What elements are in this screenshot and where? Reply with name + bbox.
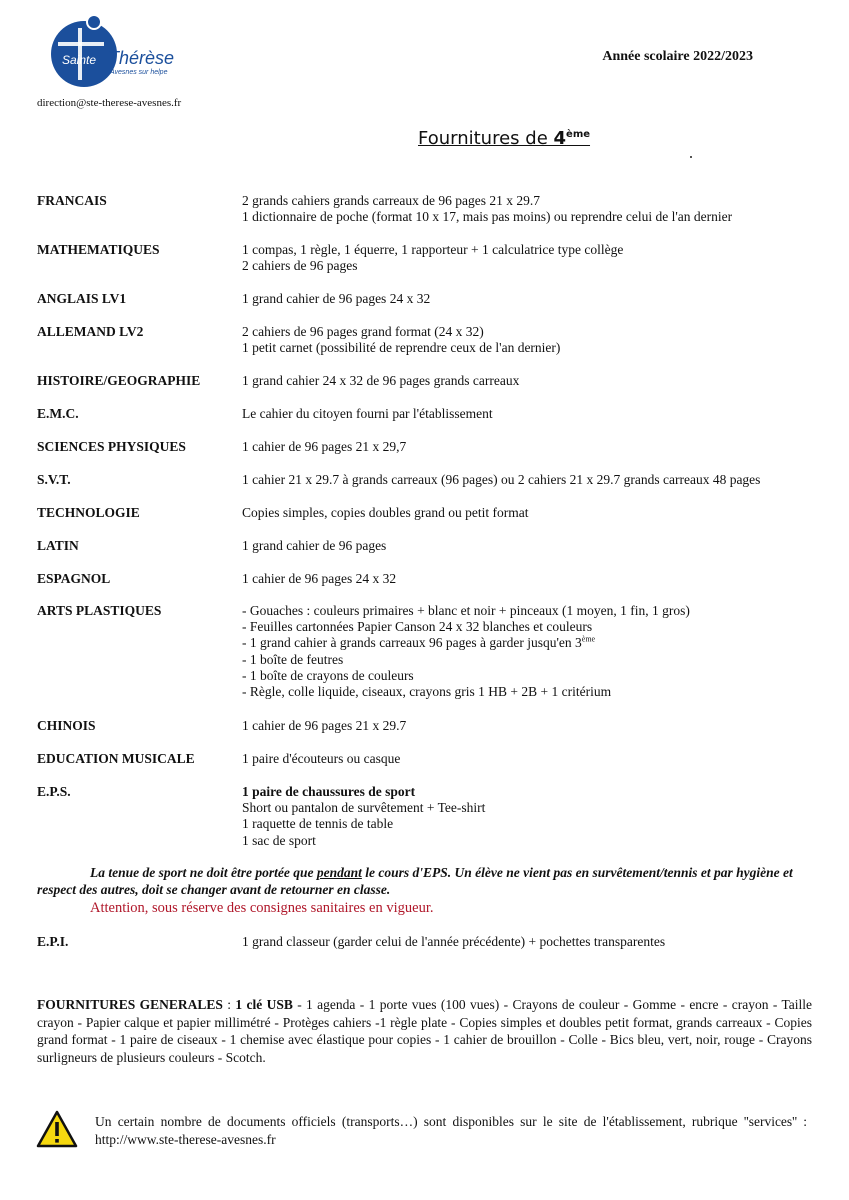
general-supplies: FOURNITURES GENERALES : 1 clé USB - 1 agenda - 1 porte vues (100 vues) - Crayons de couleur - Gomme - encre - crayon - Taille crayon - Papier calque et papier millimétré - Protèges cahiers -1 règle plate - Copies simples et doubles petit format, grands carreaux - Copies grand format - 1 paire de ciseaux - 1 chemise avec élastique pour copies - 1 cahier de brouillon - Colle - Bics bleu, vert, noir, rouge - Crayons surligneurs de plusieurs couleurs - Scotch. xyxy=(37,997,812,1065)
items-histoire-geographie: 1 grand cahier 24 x 32 de 96 pages grands carreaux xyxy=(242,373,520,388)
items-mathematiques: 1 compas, 1 règle, 1 équerre, 1 rapporteur + 1 calculatrice type collège 2 cahiers de 96 pages xyxy=(242,242,624,274)
school-logo xyxy=(40,14,190,94)
svg-text:Sainte: Sainte xyxy=(62,53,97,67)
subject-sciences-physiques: SCIENCES PHYSIQUES xyxy=(37,439,186,454)
warning-icon xyxy=(36,1110,78,1148)
subject-svt: S.V.T. xyxy=(37,472,71,487)
items-francais: 2 grands cahiers grands carreaux de 96 pages 21 x 29.7 1 dictionnaire de poche (format 10 x 17, mais pas moins) ou reprendre celui de l'an dernier xyxy=(242,193,733,225)
subject-francais: FRANCAIS xyxy=(37,193,107,208)
items-allemand: 2 cahiers de 96 pages grand format (24 x 32) 1 petit carnet (possibilité de reprendre ceux de l'an dernier) xyxy=(242,324,561,356)
subject-technologie: TECHNOLOGIE xyxy=(37,505,140,520)
subject-allemand: ALLEMAND LV2 xyxy=(37,324,144,339)
subject-epi: E.P.I. xyxy=(37,934,69,949)
subject-histoire-geographie: HISTOIRE/GEOGRAPHIE xyxy=(37,373,201,388)
subject-mathematiques: MATHEMATIQUES xyxy=(37,242,160,257)
subject-arts-plastiques: ARTS PLASTIQUES xyxy=(37,603,162,618)
page-title: Fournitures de 4ème xyxy=(418,128,591,149)
sport-dress-note: La tenue de sport ne doit être portée que pendant le cours d'EPS. Un élève ne vient pas en survêtement/tennis et par hygiène et respect des autres, doit se changer avant de retourner en classe. xyxy=(37,865,793,897)
subject-latin: LATIN xyxy=(37,538,79,553)
attention-note: Attention, sous réserve des consignes sanitaires en vigueur. xyxy=(90,900,434,916)
school-year: Année scolaire 2022/2023 xyxy=(602,49,753,64)
items-emc: Le cahier du citoyen fourni par l'établissement xyxy=(242,406,493,421)
subject-emc: E.M.C. xyxy=(37,406,79,421)
speck xyxy=(690,156,692,158)
items-education-musicale: 1 paire d'écouteurs ou casque xyxy=(242,751,401,766)
items-espagnol: 1 cahier de 96 pages 24 x 32 xyxy=(242,571,397,586)
subject-anglais: ANGLAIS LV1 xyxy=(37,291,127,306)
items-svt: 1 cahier 21 x 29.7 à grands carreaux (96 pages) ou 2 cahiers 21 x 29.7 grands carreaux 48 pages xyxy=(242,472,761,487)
items-chinois: 1 cahier de 96 pages 21 x 29.7 xyxy=(242,718,407,733)
items-eps: 1 paire de chaussures de sport Short ou pantalon de survêtement + Tee-shirt 1 raquette de tennis de table 1 sac de sport xyxy=(242,784,486,848)
items-epi: 1 grand classeur (garder celui de l'année précédente) + pochettes transparentes xyxy=(242,934,666,949)
items-anglais: 1 grand cahier de 96 pages 24 x 32 xyxy=(242,291,431,306)
subject-education-musicale: EDUCATION MUSICALE xyxy=(37,751,195,766)
items-technologie: Copies simples, copies doubles grand ou petit format xyxy=(242,505,529,520)
footer-notice: Un certain nombre de documents officiels (transports…) sont disponibles sur le site de l'établissement, rubrique ''services'' : http://www.ste-therese-avesnes.fr xyxy=(95,1114,807,1147)
svg-text:Avesnes sur helpe: Avesnes sur helpe xyxy=(110,69,168,76)
svg-text:Thérèse: Thérèse xyxy=(108,48,175,68)
subject-espagnol: ESPAGNOL xyxy=(37,571,111,586)
items-arts-plastiques: - Gouaches : couleurs primaires + blanc et noir + pinceaux (1 moyen, 1 fin, 1 gros) - Feuilles cartonnées Papier Canson 24 x 32 blanches et couleurs - 1 grand cahier à grands carreaux 96 pages à garder jusqu'en 3ème - 1 boîte de feutres - 1 boîte de crayons de couleurs - Règle, colle liquide, ciseaux, crayons gris 1 HB + 2B + 1 critérium xyxy=(242,603,690,700)
subject-eps: E.P.S. xyxy=(37,784,71,799)
items-sciences-physiques: 1 cahier de 96 pages 21 x 29,7 xyxy=(242,439,407,454)
subject-chinois: CHINOIS xyxy=(37,718,96,733)
contact-email[interactable]: direction@ste-therese-avesnes.fr xyxy=(37,97,182,109)
items-latin: 1 grand cahier de 96 pages xyxy=(242,538,387,553)
